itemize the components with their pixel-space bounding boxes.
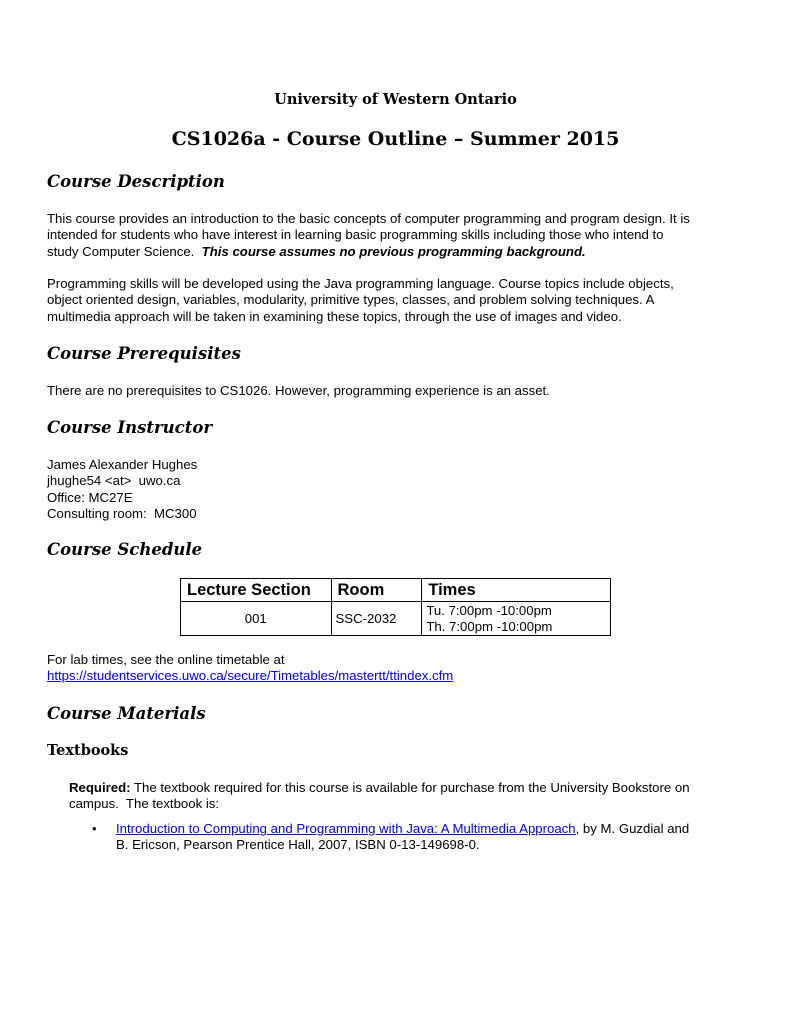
required-textbook-paragraph <box>69 780 759 813</box>
course-instructor-heading: Course Instructor <box>47 418 213 437</box>
course-materials-heading: Course Materials <box>47 704 206 723</box>
time-thursday: Th. 7:00pm -10:00pm <box>426 618 553 634</box>
course-prerequisites-heading: Course Prerequisites <box>47 344 241 363</box>
textbook-authors: , by M. Guzdial and <box>575 821 690 836</box>
university-name: University of Western Ontario <box>274 91 517 108</box>
description-p2-line-2: object oriented design, variables, modularity, primitive types, classes, and problem solving techniques. A <box>47 292 655 308</box>
textbooks-heading: Textbooks <box>47 742 129 759</box>
lab-times-text: For lab times, see the online timetable at <box>47 652 285 667</box>
description-p1-line-3-text: study Computer Science. <box>47 243 202 259</box>
course-schedule-heading: Course Schedule <box>47 540 203 559</box>
no-background-emphasis: This course assumes no previous programming background. <box>201 243 586 259</box>
description-p1-line-2: intended for students who have interest in learning basic programming skills including those who intend to <box>47 227 664 243</box>
description-p2-line-1: Programming skills will be developed using the Java programming language. Course topics include objects, <box>47 276 674 291</box>
instructor-consulting-room: Consulting room: MC300 <box>47 506 197 522</box>
cell-times <box>422 602 611 636</box>
schedule-table <box>180 578 611 636</box>
description-p2-line-3: multimedia approach will be taken in examining these topics, through the use of images and video. <box>47 308 622 324</box>
description-paragraph-1 <box>47 211 747 260</box>
textbook-line-1 <box>116 821 752 837</box>
required-label: Required: <box>69 780 131 795</box>
timetable-link[interactable]: https://studentservices.uwo.ca/secure/Timetables/mastertt/ttindex.cfm <box>47 668 454 684</box>
bullet-icon: • <box>92 821 97 836</box>
instructor-email: jhughe54 <at> uwo.ca <box>47 473 181 489</box>
column-header-room: Room <box>331 579 422 602</box>
schedule-header-row <box>181 579 611 602</box>
course-description-heading: Course Description <box>47 172 225 191</box>
textbook-publisher: B. Ericson, Pearson Prentice Hall, 2007, ISBN 0-13-149698-0. <box>116 837 480 853</box>
column-header-lecture-section: Lecture Section <box>181 579 332 602</box>
textbook-link[interactable]: Introduction to Computing and Programming with Java: A Multimedia Approach <box>116 821 576 836</box>
description-p1-line-1: This course provides an introduction to the basic concepts of computer programming and program design. It is <box>47 211 690 226</box>
cell-section: 001 <box>181 602 332 636</box>
lab-times-note <box>47 652 747 685</box>
required-line-2: campus. The textbook is: <box>69 796 220 812</box>
required-text: The textbook required for this course is available for purchase from the University Bookstore on <box>130 780 690 795</box>
instructor-info <box>47 457 747 523</box>
list-item <box>92 821 752 854</box>
cell-room: SSC-2032 <box>331 602 422 636</box>
table-row <box>181 602 611 636</box>
prerequisites-text: There are no prerequisites to CS1026. However, programming experience is an asset. <box>47 383 550 398</box>
description-p1-line-3 <box>47 244 747 260</box>
required-line-1 <box>69 780 759 796</box>
column-header-times: Times <box>422 579 611 602</box>
instructor-name: James Alexander Hughes <box>47 457 198 472</box>
page-title: CS1026a - Course Outline – Summer 2015 <box>171 128 620 150</box>
instructor-office: Office: MC27E <box>47 489 133 505</box>
time-tuesday: Tu. 7:00pm -10:00pm <box>426 603 552 618</box>
textbook-list <box>92 821 752 854</box>
description-paragraph-2 <box>47 276 747 325</box>
